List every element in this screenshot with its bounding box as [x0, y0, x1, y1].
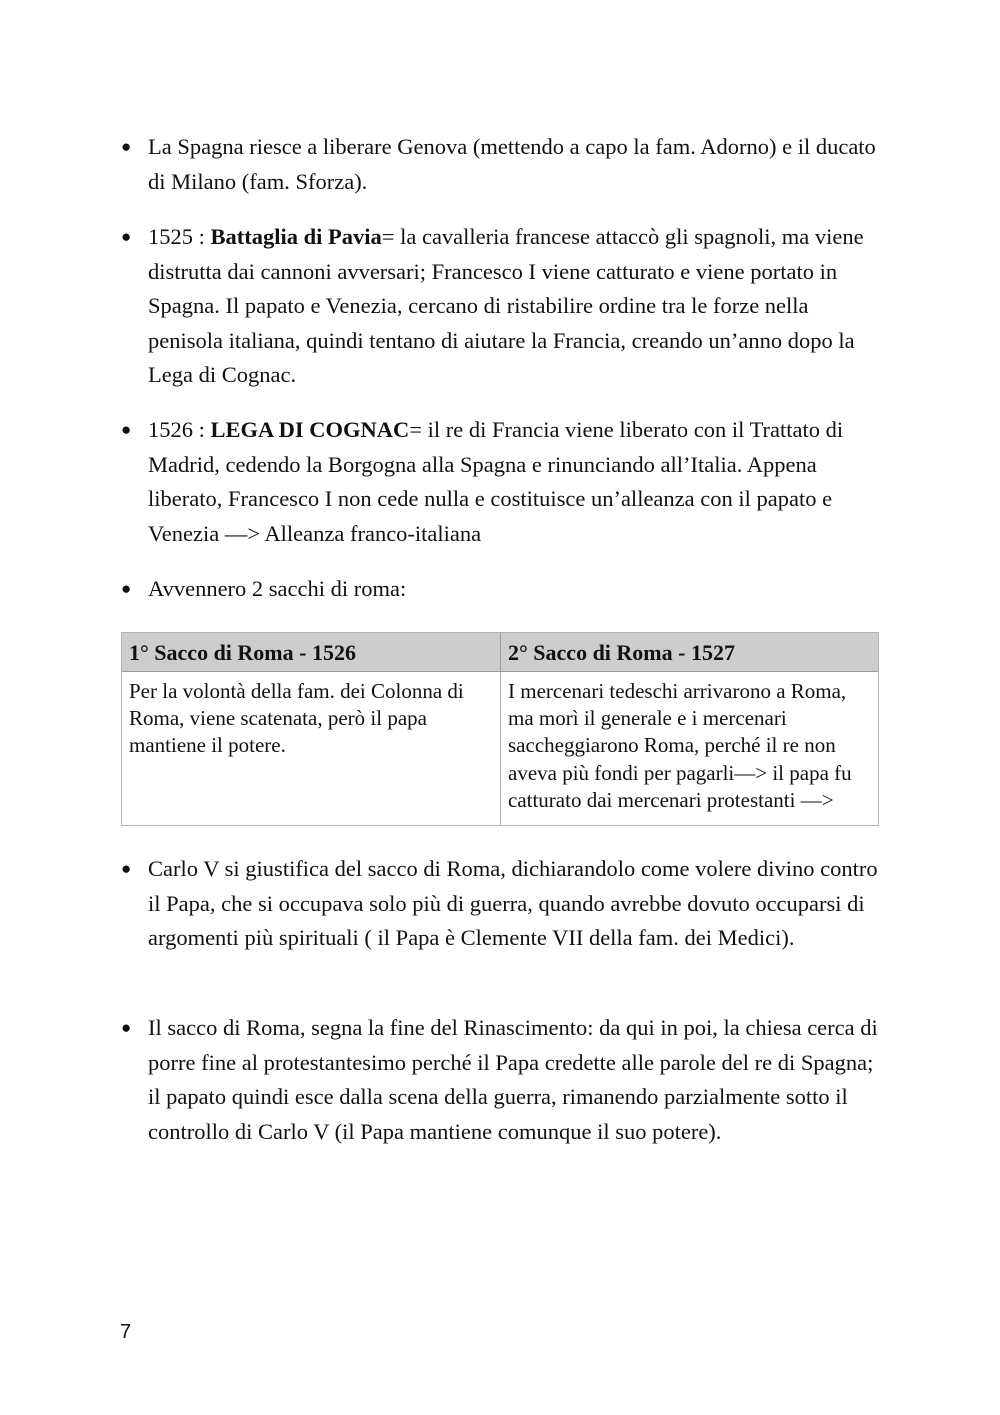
table-header-cell: 1° Sacco di Roma - 1526 [129, 640, 356, 665]
bullet-item-pavia [121, 220, 881, 393]
bullet-text: Il sacco di Roma, segna la fine del Rinascimento: da qui in poi, la chiesa cerca di porre fine al protestantesimo perché il Papa credette alle parole del re di Spagna; il papato quindi esce dalla scena della guerra, rimanendo parzialmente sotto il controllo di Carlo V (il Papa mantiene comunque il suo potere). [148, 1015, 878, 1144]
table-cell: Per la volontà della fam. dei Colonna di Roma, viene scatenata, però il papa mantiene il potere. [129, 679, 464, 758]
sacchi-table [121, 632, 879, 826]
page-number: 7 [120, 1321, 132, 1343]
table-header-cell: 2° Sacco di Roma - 1527 [500, 633, 878, 671]
bullet-dot: ● [121, 1018, 132, 1037]
bullet-dot: ● [121, 137, 132, 156]
bullet-item-sacchi [121, 572, 881, 607]
bullet-item-genova [121, 130, 881, 199]
bullet-dot: ● [121, 420, 132, 439]
bullet-dot: ● [121, 579, 132, 598]
bullet-dot: ● [121, 227, 132, 246]
bullet-item-carlo-v [121, 852, 881, 956]
bullet-rest: = la cavalleria francese attaccò gli spagnoli, ma viene distrutta dai cannoni avversari; Francesco I viene catturato e viene portato in Spagna. Il papato e Venezia, cercano di ristabilire ordine tra le forze nella penisola italiana, quindi tentano di aiutare la Francia, creando un’anno dopo la Lega di Cognac. [148, 224, 864, 388]
bullet-prefix: 1526 : [148, 417, 211, 442]
bullet-bold-term: Battaglia di Pavia [210, 224, 382, 249]
bullet-bold-term: LEGA DI COGNAC [210, 417, 410, 442]
bullet-item-rinascimento [121, 1011, 881, 1149]
bullet-text: Carlo V si giustifica del sacco di Roma, dichiarandolo come volere divino contro il Papa, che si occupava solo più di guerra, quando avrebbe dovuto occuparsi di argomenti più spirituali ( il Papa è Clemente VII della fam. dei Medici). [148, 856, 878, 951]
table-header-row [122, 633, 878, 672]
table-cell: I mercenari tedeschi arrivarono a Roma, ma morì il generale e i mercenari saccheggiarono Roma, perché il re non aveva più fondi per pagarli—> il papa fu catturato dai mercenari protestanti —> [500, 672, 878, 825]
bullet-text: La Spagna riesce a liberare Genova (mettendo a capo la fam. Adorno) e il ducato di Milano (fam. Sforza). [148, 134, 876, 194]
bullet-text: Avvennero 2 sacchi di roma: [148, 576, 407, 601]
bullet-prefix: 1525 : [148, 224, 211, 249]
bullet-text [148, 220, 881, 393]
bullet-text [148, 413, 881, 551]
bullet-dot: ● [121, 859, 132, 878]
bullet-rest: = il re di Francia viene liberato con il Trattato di Madrid, cedendo la Borgogna alla Spagna e rinunciando all’Italia. Appena liberato, Francesco I non cede nulla e costituisce un’alleanza con il papato e Venezia —> Alleanza franco-italiana [148, 417, 844, 546]
table-row [122, 672, 878, 825]
bullet-item-cognac [121, 413, 881, 551]
